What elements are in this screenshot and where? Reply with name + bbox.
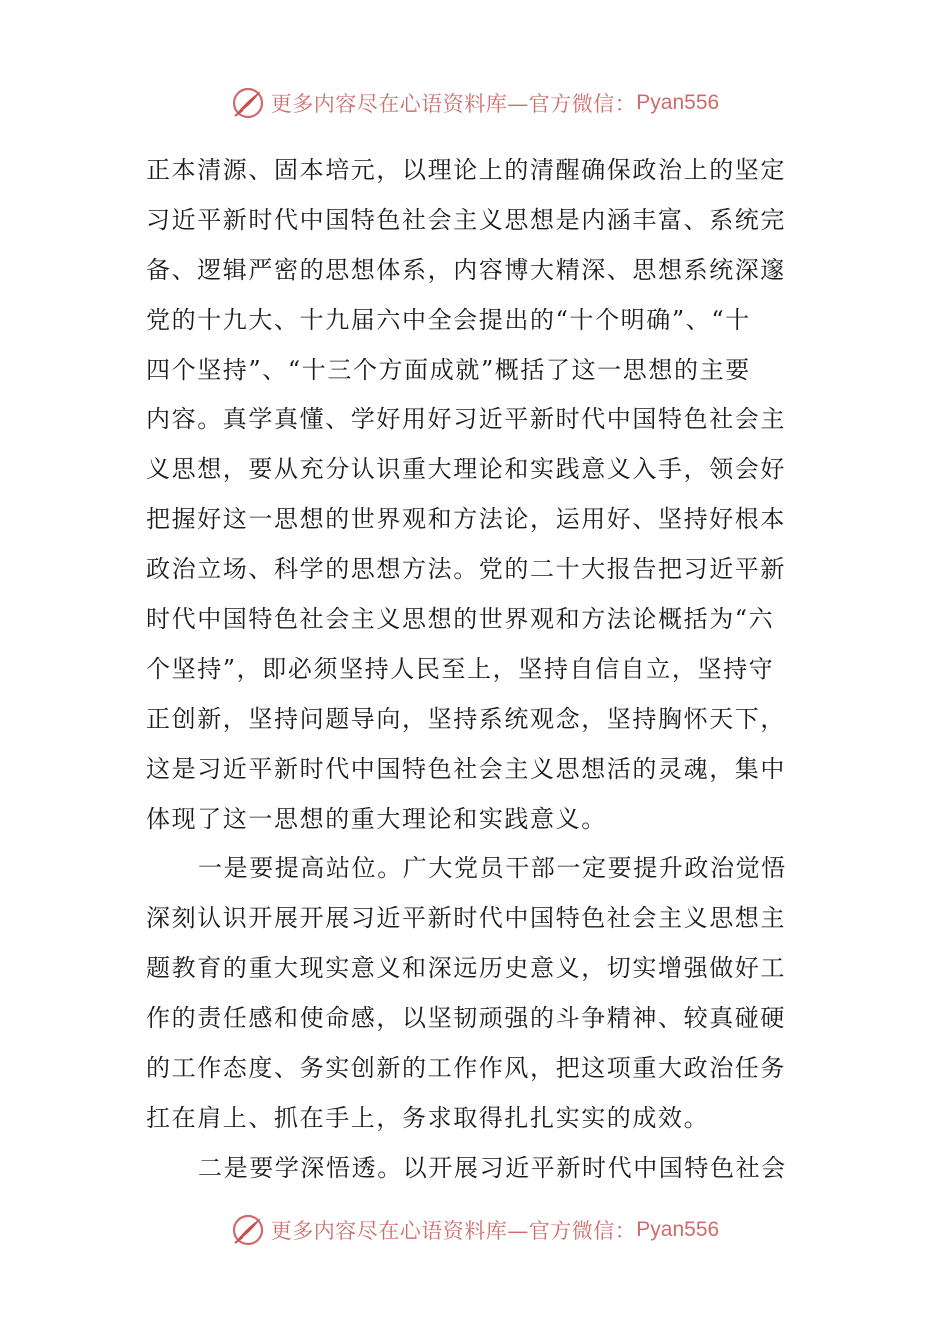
text-line: 扛在肩上、抓在手上，务求取得扎扎实实的成效。 <box>146 1103 710 1132</box>
text-line: 体现了这一思想的重大理论和实践意义。 <box>146 804 607 833</box>
text-line: 把握好这一思想的世界观和方法论，运用好、坚持好根本 <box>146 505 786 534</box>
text-line: 四个坚持”、“十三个方面成就”概括了这一思想的主要 <box>146 355 751 384</box>
text-line: 党的十九大、十九届六中全会提出的“十个明确”、“十 <box>146 305 751 334</box>
text-line: 的工作态度、务实创新的工作作风，把这项重大政治任务 <box>146 1054 786 1083</box>
text-line: 内容。真学真懂、学好用好习近平新时代中国特色社会主 <box>146 405 786 434</box>
footer-watermark <box>0 1210 950 1250</box>
text-line: 义思想，要从充分认识重大理论和实践意义入手，领会好 <box>146 455 786 484</box>
text-line: 备、逻辑严密的思想体系，内容博大精深、思想系统深邃 <box>146 255 786 284</box>
text-line: 题教育的重大现实意义和深远历史意义，切实增强做好工 <box>146 954 786 983</box>
text-line: 二是要学深悟透。以开展习近平新时代中国特色社会 <box>198 1153 787 1182</box>
header-watermark-text: 更多内容尽在心语资料库—官方微信： <box>270 92 637 116</box>
text-line: 个坚持”，即必须坚持人民至上，坚持自信自立，坚持守 <box>146 654 775 683</box>
header-watermark <box>0 83 950 123</box>
footer-wechat-id: Pyan556 <box>636 1218 720 1241</box>
footer-watermark-text: 更多内容尽在心语资料库—官方微信： <box>270 1219 637 1243</box>
quill-pen-logo-icon <box>231 86 265 120</box>
text-line: 正创新，坚持问题导向，坚持系统观念，坚持胸怀天下， <box>146 704 786 733</box>
text-line: 正本清源、固本培元，以理论上的清醒确保政治上的坚定 <box>146 156 786 184</box>
header-wechat-id: Pyan556 <box>636 91 720 114</box>
text-line: 这是习近平新时代中国特色社会主义思想活的灵魂，集中 <box>146 754 786 783</box>
text-line: 作的责任感和使命感，以坚韧顽强的斗争精神、较真碰硬 <box>146 1004 786 1033</box>
text-line: 习近平新时代中国特色社会主义思想是内涵丰富、系统完 <box>146 205 786 234</box>
text-line: 深刻认识开展开展习近平新时代中国特色社会主义思想主 <box>146 904 786 933</box>
text-line: 时代中国特色社会主义思想的世界观和方法论概括为“六 <box>146 605 775 634</box>
document-body <box>146 146 806 1194</box>
text-line: 一是要提高站位。广大党员干部一定要提升政治觉悟 <box>198 854 787 883</box>
quill-pen-logo-icon <box>231 1213 265 1247</box>
text-line: 政治立场、科学的思想方法。党的二十大报告把习近平新 <box>146 555 786 584</box>
